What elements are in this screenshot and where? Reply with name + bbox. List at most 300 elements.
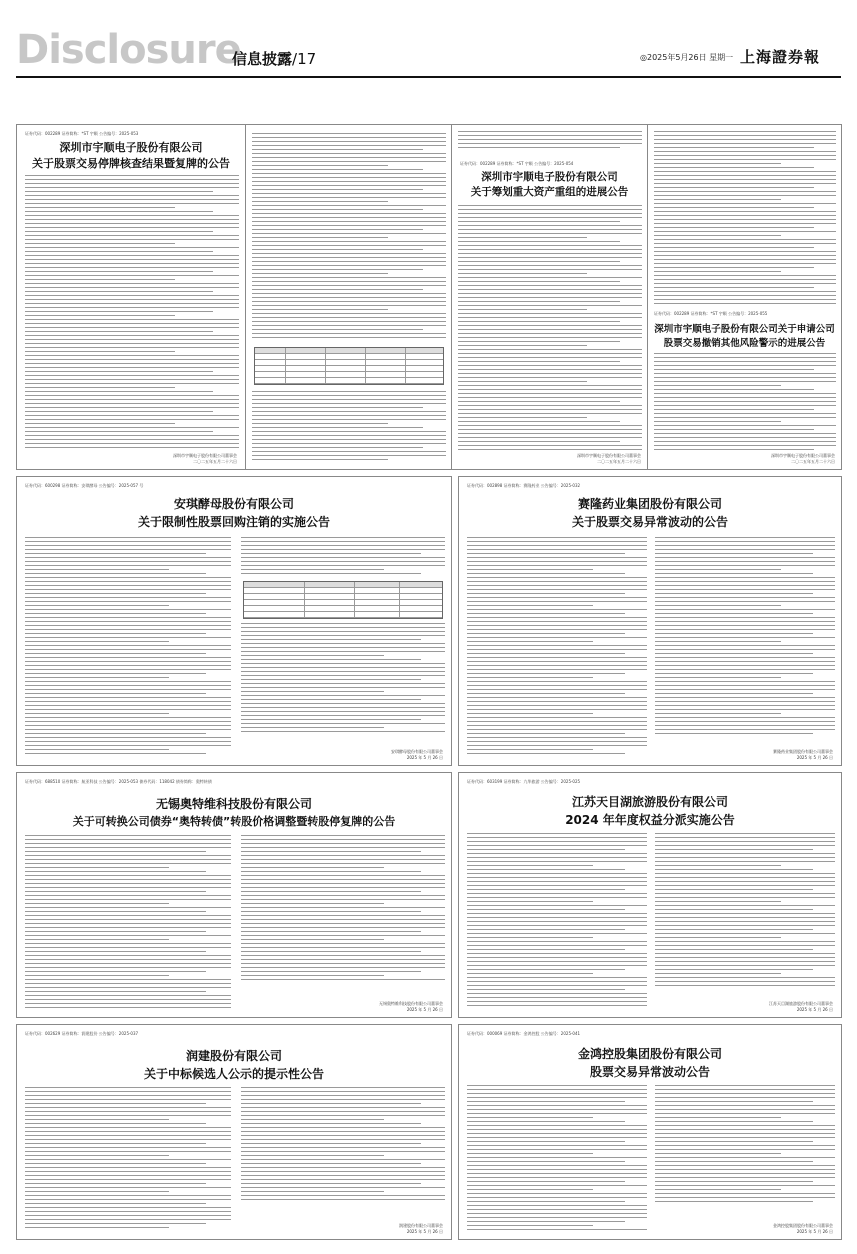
text-line bbox=[655, 1133, 835, 1134]
text-line bbox=[655, 1121, 813, 1122]
text-line bbox=[241, 675, 445, 676]
text-line bbox=[458, 147, 620, 148]
text-line bbox=[458, 293, 642, 294]
article-meta: 证券代码：600298 证券简称：安琪酵母 公告编号：2025-057 号 bbox=[25, 483, 144, 488]
signature-date: 2025 年 5 月 26 日 bbox=[796, 1229, 833, 1234]
text-line bbox=[654, 369, 814, 370]
text-line bbox=[655, 1157, 835, 1158]
text-line bbox=[655, 873, 835, 874]
masthead-divider bbox=[16, 76, 841, 78]
article-subtitle: 关于股票交易异常波动的公告 bbox=[571, 515, 728, 529]
article-body bbox=[241, 537, 445, 577]
text-line bbox=[654, 381, 836, 382]
text-line bbox=[25, 339, 239, 340]
text-line bbox=[25, 983, 231, 984]
text-line bbox=[25, 733, 206, 734]
text-line bbox=[467, 637, 647, 638]
text-line bbox=[25, 537, 231, 538]
text-line bbox=[25, 291, 213, 292]
text-line bbox=[241, 727, 384, 728]
text-line bbox=[25, 657, 231, 658]
signature-company: 江苏天目湖旅游股份有限公司董事会 bbox=[769, 1001, 833, 1006]
text-line bbox=[252, 201, 388, 202]
text-line bbox=[467, 1117, 593, 1118]
text-line bbox=[25, 1183, 206, 1184]
text-line bbox=[467, 1001, 647, 1002]
text-line bbox=[25, 1147, 231, 1148]
text-line bbox=[458, 265, 642, 266]
article-title: 赛隆药业集团股份有限公司 bbox=[577, 497, 722, 511]
text-line bbox=[25, 319, 239, 320]
text-line bbox=[458, 405, 642, 406]
text-line bbox=[241, 711, 445, 712]
text-line bbox=[25, 327, 239, 328]
text-line bbox=[655, 901, 781, 902]
text-line bbox=[241, 635, 445, 636]
text-line bbox=[654, 445, 836, 446]
text-line bbox=[25, 187, 239, 188]
text-line bbox=[655, 1169, 835, 1170]
text-line bbox=[655, 909, 813, 910]
text-line bbox=[467, 753, 625, 754]
text-line bbox=[25, 1099, 231, 1100]
text-line bbox=[241, 1143, 421, 1144]
text-line bbox=[25, 1175, 231, 1176]
text-line bbox=[458, 321, 620, 322]
text-line bbox=[25, 903, 169, 904]
text-line bbox=[654, 195, 836, 196]
text-line bbox=[654, 243, 836, 244]
text-line bbox=[655, 1189, 781, 1190]
text-line bbox=[25, 907, 231, 908]
text-line bbox=[467, 1173, 647, 1174]
text-line bbox=[467, 905, 647, 906]
text-line bbox=[25, 549, 231, 550]
text-line bbox=[655, 549, 835, 550]
text-line bbox=[467, 573, 625, 574]
text-line bbox=[655, 929, 813, 930]
text-line bbox=[25, 1087, 231, 1088]
text-line bbox=[25, 1187, 231, 1188]
text-line bbox=[467, 941, 647, 942]
text-line bbox=[458, 213, 642, 214]
text-line bbox=[467, 1229, 647, 1230]
announcement-article[interactable] bbox=[16, 772, 452, 1018]
text-line bbox=[458, 385, 642, 386]
text-line bbox=[25, 573, 206, 574]
text-line bbox=[655, 685, 835, 686]
text-line bbox=[655, 657, 835, 658]
text-line bbox=[241, 863, 445, 864]
text-line bbox=[654, 175, 836, 176]
article-subtitle: 股票交易撤销其他风险警示的进展公告 bbox=[663, 338, 826, 349]
text-line bbox=[25, 951, 206, 952]
text-line bbox=[25, 613, 206, 614]
text-line bbox=[25, 175, 239, 176]
text-line bbox=[467, 613, 625, 614]
text-line bbox=[655, 1097, 835, 1098]
text-line bbox=[252, 165, 388, 166]
article-body bbox=[25, 175, 239, 453]
text-line bbox=[25, 283, 239, 284]
text-line bbox=[25, 911, 206, 912]
text-line bbox=[467, 1089, 647, 1090]
text-line bbox=[25, 227, 239, 228]
text-line bbox=[241, 879, 445, 880]
text-line bbox=[25, 855, 231, 856]
text-line bbox=[458, 209, 642, 210]
text-line bbox=[655, 941, 835, 942]
text-line bbox=[25, 1163, 206, 1164]
text-line bbox=[25, 725, 231, 726]
text-line bbox=[467, 965, 647, 966]
text-line bbox=[467, 985, 647, 986]
text-line bbox=[241, 1123, 421, 1124]
text-line bbox=[241, 1095, 445, 1096]
article-title: 无锡奥特维科技股份有限公司 bbox=[155, 797, 312, 811]
text-line bbox=[25, 681, 231, 682]
text-line bbox=[25, 979, 231, 980]
announcement-article[interactable] bbox=[458, 772, 842, 1018]
text-line bbox=[241, 843, 445, 844]
text-line bbox=[467, 845, 647, 846]
text-line bbox=[25, 335, 239, 336]
text-line bbox=[241, 1163, 421, 1164]
text-line bbox=[654, 385, 781, 386]
text-line bbox=[458, 277, 642, 278]
text-line bbox=[655, 665, 835, 666]
text-line bbox=[654, 167, 814, 168]
text-line bbox=[458, 345, 587, 346]
text-line bbox=[467, 557, 647, 558]
text-line bbox=[25, 923, 231, 924]
text-line bbox=[654, 159, 836, 160]
text-line bbox=[252, 253, 446, 254]
text-line bbox=[25, 625, 231, 626]
text-line bbox=[654, 401, 836, 402]
text-line bbox=[25, 395, 239, 396]
text-line bbox=[655, 569, 781, 570]
article-meta: 证券代码：002629 证券简称：润建股份 公告编号：2025-037 bbox=[25, 1031, 139, 1036]
text-line bbox=[25, 207, 175, 208]
text-line bbox=[241, 683, 445, 684]
article-signature bbox=[399, 1223, 443, 1235]
article-meta: 证券代码：002289 证券简称：*ST 宇顺 公告编号：2025-055 bbox=[654, 311, 768, 316]
text-line bbox=[241, 1191, 384, 1192]
text-line bbox=[241, 839, 445, 840]
article-subtitle: 股票交易异常波动公告 bbox=[589, 1065, 710, 1079]
text-line bbox=[467, 641, 593, 642]
text-line bbox=[252, 285, 446, 286]
text-line bbox=[654, 235, 781, 236]
text-line bbox=[467, 837, 647, 838]
text-line bbox=[241, 883, 445, 884]
text-line bbox=[241, 951, 421, 952]
text-line bbox=[467, 909, 625, 910]
text-line bbox=[458, 309, 587, 310]
text-line bbox=[25, 967, 231, 968]
text-line bbox=[655, 681, 835, 682]
text-line bbox=[655, 877, 835, 878]
text-line bbox=[241, 975, 384, 976]
text-line bbox=[654, 147, 814, 148]
text-line bbox=[458, 221, 620, 222]
text-line bbox=[252, 189, 423, 190]
text-line bbox=[654, 421, 781, 422]
text-line bbox=[25, 323, 239, 324]
text-line bbox=[241, 903, 384, 904]
text-line bbox=[25, 1199, 231, 1200]
text-line bbox=[655, 565, 835, 566]
text-line bbox=[241, 639, 421, 640]
text-line bbox=[655, 589, 835, 590]
text-line bbox=[458, 393, 642, 394]
text-line bbox=[467, 553, 625, 554]
text-line bbox=[25, 311, 213, 312]
text-line bbox=[467, 605, 593, 606]
text-line bbox=[241, 907, 445, 908]
article-body bbox=[467, 833, 647, 1011]
text-line bbox=[654, 255, 836, 256]
text-line bbox=[654, 263, 836, 264]
text-line bbox=[655, 1113, 835, 1114]
text-line bbox=[252, 455, 446, 456]
text-line bbox=[467, 1109, 647, 1110]
text-line bbox=[252, 149, 423, 150]
text-line bbox=[241, 1087, 445, 1088]
announcement-article[interactable] bbox=[16, 124, 246, 470]
text-line bbox=[467, 633, 625, 634]
text-line bbox=[655, 1181, 813, 1182]
text-line bbox=[458, 341, 620, 342]
announcement-article[interactable] bbox=[16, 1024, 452, 1240]
text-line bbox=[654, 227, 814, 228]
text-line bbox=[655, 845, 835, 846]
text-line bbox=[241, 1179, 445, 1180]
text-line bbox=[241, 541, 445, 542]
text-line bbox=[458, 409, 642, 410]
text-line bbox=[467, 897, 647, 898]
text-line bbox=[654, 449, 814, 450]
text-line bbox=[252, 205, 446, 206]
text-line bbox=[654, 131, 836, 132]
text-line bbox=[25, 665, 231, 666]
text-line bbox=[241, 1199, 445, 1200]
text-line bbox=[467, 1125, 647, 1126]
text-line bbox=[241, 935, 445, 936]
text-line bbox=[467, 1149, 647, 1150]
text-line bbox=[467, 697, 647, 698]
text-line bbox=[654, 239, 836, 240]
text-line bbox=[25, 601, 231, 602]
text-line bbox=[25, 581, 231, 582]
issue-date: ◎2025年5月26日 星期一 bbox=[640, 53, 734, 62]
text-line bbox=[654, 143, 836, 144]
text-line bbox=[655, 861, 835, 862]
text-line bbox=[467, 833, 647, 834]
text-line bbox=[458, 139, 642, 140]
text-line bbox=[25, 367, 239, 368]
text-line bbox=[241, 979, 445, 980]
text-line bbox=[467, 677, 593, 678]
signature-date: 2025 年 5 月 26 日 bbox=[406, 1007, 443, 1012]
text-line bbox=[25, 203, 239, 204]
text-line bbox=[467, 681, 647, 682]
text-line bbox=[458, 329, 642, 330]
text-line bbox=[458, 229, 642, 230]
text-line bbox=[467, 945, 647, 946]
text-line bbox=[25, 1127, 231, 1128]
text-line bbox=[655, 617, 835, 618]
text-line bbox=[252, 329, 423, 330]
text-line bbox=[25, 565, 231, 566]
text-line bbox=[25, 431, 213, 432]
text-line bbox=[252, 249, 423, 250]
text-line bbox=[654, 425, 836, 426]
text-line bbox=[241, 695, 445, 696]
text-line bbox=[655, 1201, 813, 1202]
text-line bbox=[252, 197, 446, 198]
text-line bbox=[655, 1085, 835, 1086]
text-line bbox=[25, 955, 231, 956]
text-line bbox=[252, 277, 446, 278]
text-line bbox=[467, 869, 625, 870]
text-line bbox=[654, 207, 814, 208]
text-line bbox=[655, 701, 835, 702]
article-body bbox=[467, 1085, 647, 1233]
text-line bbox=[654, 365, 836, 366]
text-line bbox=[458, 281, 620, 282]
text-line bbox=[655, 677, 781, 678]
text-line bbox=[25, 677, 169, 678]
text-line bbox=[655, 1173, 835, 1174]
text-line bbox=[467, 1153, 593, 1154]
text-line bbox=[655, 1093, 835, 1094]
text-line bbox=[241, 947, 445, 948]
text-line bbox=[655, 733, 813, 734]
text-line bbox=[654, 151, 836, 152]
text-line bbox=[241, 1111, 445, 1112]
text-line bbox=[654, 373, 836, 374]
text-line bbox=[25, 275, 239, 276]
text-line bbox=[25, 247, 239, 248]
text-line bbox=[241, 867, 384, 868]
text-line bbox=[252, 265, 446, 266]
announcement-article[interactable] bbox=[648, 124, 842, 470]
article-body bbox=[655, 537, 835, 737]
text-line bbox=[25, 541, 231, 542]
text-line bbox=[458, 421, 620, 422]
text-line bbox=[467, 1129, 647, 1130]
announcement-article[interactable] bbox=[458, 1024, 842, 1240]
text-line bbox=[655, 609, 835, 610]
text-line bbox=[25, 1143, 206, 1144]
article-meta: 证券代码：688510 证券简称：航亚科技 公告编号：2025-053 债券代码：118042 债券简称：奥特转债 bbox=[25, 779, 212, 784]
text-line bbox=[655, 1125, 835, 1126]
text-line bbox=[655, 629, 835, 630]
text-line bbox=[25, 403, 239, 404]
text-line bbox=[458, 289, 642, 290]
text-line bbox=[25, 947, 231, 948]
text-line bbox=[467, 745, 647, 746]
text-line bbox=[654, 199, 781, 200]
text-line bbox=[25, 701, 231, 702]
text-line bbox=[25, 1091, 231, 1092]
text-line bbox=[655, 1161, 813, 1162]
text-line bbox=[467, 1189, 593, 1190]
text-line bbox=[655, 1145, 835, 1146]
text-line bbox=[25, 975, 169, 976]
text-line bbox=[25, 545, 231, 546]
text-line bbox=[25, 251, 213, 252]
text-line bbox=[25, 697, 231, 698]
text-line bbox=[252, 391, 446, 392]
text-line bbox=[467, 1213, 647, 1214]
text-line bbox=[25, 669, 231, 670]
text-line bbox=[654, 303, 836, 304]
text-line bbox=[655, 561, 835, 562]
text-line bbox=[467, 857, 647, 858]
article-signature bbox=[173, 453, 237, 465]
text-line bbox=[25, 557, 231, 558]
text-line bbox=[241, 891, 421, 892]
article-subtitle: 关于筹划重大资产重组的进展公告 bbox=[470, 186, 629, 198]
text-line bbox=[25, 347, 239, 348]
text-line bbox=[25, 1207, 231, 1208]
text-line bbox=[241, 971, 421, 972]
announcement-article[interactable] bbox=[16, 476, 452, 766]
text-line bbox=[655, 949, 813, 950]
article-title: 江苏天目湖旅游股份有限公司 bbox=[571, 795, 728, 809]
text-line bbox=[252, 407, 423, 408]
text-line bbox=[25, 633, 206, 634]
text-line bbox=[654, 267, 814, 268]
text-line bbox=[467, 921, 647, 922]
text-line bbox=[25, 871, 206, 872]
text-line bbox=[25, 593, 206, 594]
text-line bbox=[25, 645, 231, 646]
text-line bbox=[25, 239, 239, 240]
text-line bbox=[467, 1085, 647, 1086]
text-line bbox=[25, 303, 239, 304]
text-line bbox=[467, 1165, 647, 1166]
signature-date: 二〇二五年五月二十六日 bbox=[597, 459, 641, 464]
text-line bbox=[458, 257, 642, 258]
text-line bbox=[25, 577, 231, 578]
text-line bbox=[25, 439, 239, 440]
text-line bbox=[458, 381, 587, 382]
article-body bbox=[241, 623, 445, 735]
text-line bbox=[25, 919, 231, 920]
text-line bbox=[25, 705, 231, 706]
article-body bbox=[467, 537, 647, 759]
text-line bbox=[25, 379, 239, 380]
announcement-article[interactable] bbox=[458, 476, 842, 766]
text-line bbox=[655, 601, 835, 602]
announcement-article[interactable] bbox=[452, 124, 648, 470]
text-line bbox=[252, 181, 446, 182]
text-line bbox=[655, 913, 835, 914]
text-line bbox=[25, 1115, 231, 1116]
text-line bbox=[241, 707, 445, 708]
text-line bbox=[25, 999, 231, 1000]
text-line bbox=[655, 653, 813, 654]
text-line bbox=[25, 399, 239, 400]
article-subtitle: 关于可转换公司债券“奥特转债”转股价格调整暨转股停复牌的公告 bbox=[72, 815, 396, 828]
text-line bbox=[655, 965, 835, 966]
text-line bbox=[25, 585, 231, 586]
text-line bbox=[458, 301, 620, 302]
